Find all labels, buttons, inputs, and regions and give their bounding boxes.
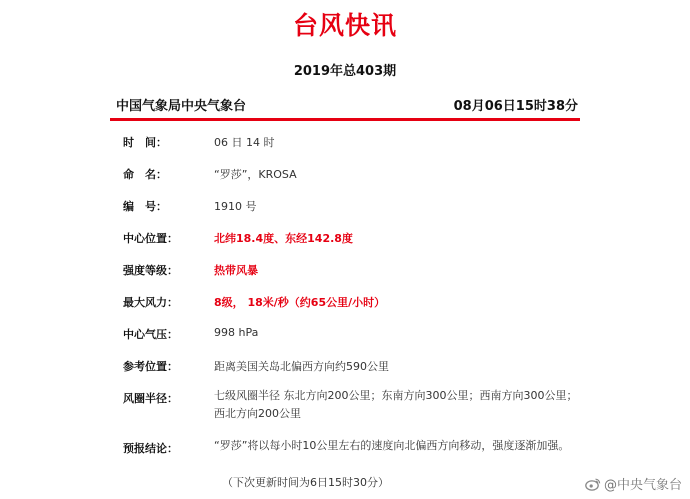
value-center-position: 北纬18.4度、东经142.8度	[214, 232, 353, 245]
value-reference-position: 距离美国关岛北偏西方向约590公里	[214, 360, 389, 373]
issue-number: 2019年总403期	[293, 64, 397, 79]
organization-name: 中国气象局中央气象台	[116, 99, 247, 114]
release-datetime: 08月06日15时38分	[453, 99, 578, 114]
watermark-text: @中央气象台	[603, 478, 682, 493]
label-center-position: 中心位置：	[123, 232, 178, 245]
value-name: “罗莎”，KROSA	[214, 168, 297, 181]
label-pressure: 中心气压：	[123, 328, 178, 341]
value-forecast: “罗莎”将以每小时10公里左右的速度向北偏西方向移动，强度逐渐加强。	[214, 439, 570, 452]
value-intensity: 热带风暴	[214, 264, 258, 277]
label-intensity: 强度等级：	[123, 264, 178, 277]
label-name: 命 名：	[123, 168, 167, 181]
label-reference-position: 参考位置：	[123, 360, 178, 373]
label-max-wind: 最大风力：	[123, 296, 178, 309]
value-time: 06 日 14 时	[214, 136, 275, 149]
next-update-note: （下次更新时间为6日15时30分）	[222, 476, 389, 489]
source-watermark	[585, 474, 682, 493]
label-forecast: 预报结论：	[123, 442, 178, 455]
label-time: 时 间：	[123, 136, 167, 149]
header-divider	[110, 118, 580, 121]
label-number: 编 号：	[123, 200, 167, 213]
value-number: 1910 号	[214, 200, 257, 213]
value-max-wind: 8级， 18米/秒（约65公里/小时）	[214, 296, 386, 309]
value-pressure: 998 hPa	[214, 326, 259, 339]
page-title: 台风快讯	[292, 11, 397, 40]
label-wind-radius: 风圈半径：	[123, 392, 178, 405]
value-wind-radius: 七级风圈半径 东北方向200公里；东南方向300公里；西南方向300公里；西北方向200公里	[214, 389, 578, 420]
weibo-icon	[585, 477, 601, 491]
